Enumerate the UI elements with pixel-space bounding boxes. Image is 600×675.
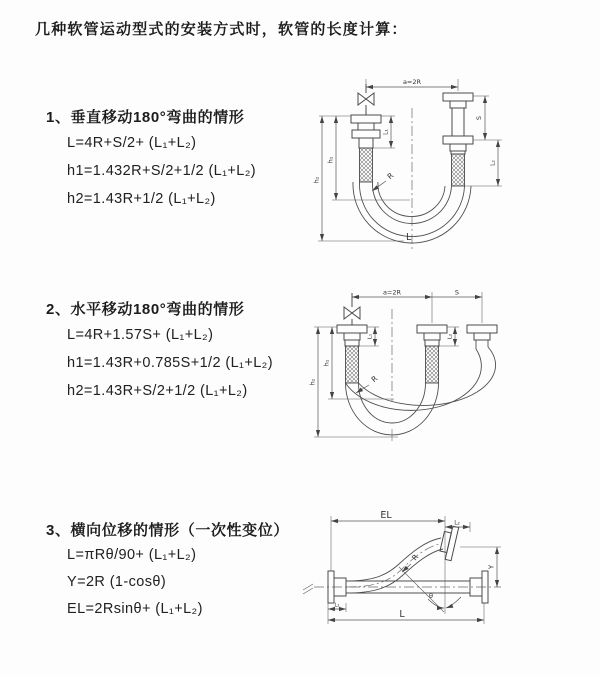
flange bbox=[443, 136, 473, 144]
left-pipe bbox=[351, 84, 381, 182]
dim-label-s: S bbox=[475, 115, 483, 121]
flange bbox=[352, 130, 380, 138]
flange bbox=[467, 325, 497, 333]
dimensions bbox=[328, 510, 501, 624]
dim-label-l1: L₁ bbox=[382, 129, 390, 135]
hose-bend bbox=[346, 347, 496, 441]
dim-label-y: Y bbox=[487, 564, 496, 570]
section-3-formula-el: EL=2Rsinθ+ (L₁+L₂) bbox=[67, 601, 203, 617]
hose-braid bbox=[426, 346, 439, 383]
dim-label-l1: L₁ bbox=[334, 602, 340, 609]
section-2-heading: 2、水平移动180°弯曲的情形 bbox=[46, 301, 245, 318]
radius-label: R bbox=[369, 373, 380, 385]
radius-label: R bbox=[409, 552, 421, 563]
flange bbox=[351, 115, 381, 123]
right-pipe bbox=[443, 93, 473, 186]
dimensions bbox=[313, 78, 503, 243]
dim-label-h1: h₁ bbox=[322, 359, 331, 367]
section-2-formula-h2: h2=1.43R+S/2+1/2 (L₁+L₂) bbox=[67, 383, 248, 399]
dim-label-h2: h₂ bbox=[312, 176, 321, 184]
middle-pipe bbox=[417, 325, 447, 383]
dim-label-el: EL bbox=[380, 510, 392, 521]
flange bbox=[445, 526, 458, 560]
left-pipe bbox=[337, 293, 367, 383]
dim-label-a2r: a=2R bbox=[402, 78, 422, 86]
section-3-formula-y: Y=2R (1-cosθ) bbox=[67, 574, 167, 590]
flange bbox=[443, 93, 473, 101]
radius-label: R bbox=[385, 170, 396, 182]
page-title: 几种软管运动型式的安装方式时，软管的长度计算： bbox=[35, 21, 408, 38]
dim-label-l: L bbox=[406, 232, 412, 243]
right-pipe-displaced bbox=[467, 325, 497, 349]
section-2-formula-l: L=4R+1.57S+ (L₁+L₂) bbox=[67, 327, 214, 343]
dim-label-l2: L₂ bbox=[489, 160, 497, 166]
hose-braid bbox=[452, 154, 465, 186]
valve-icon bbox=[358, 93, 374, 105]
dimensions bbox=[309, 289, 483, 438]
dim-label-l2: L₂ bbox=[447, 333, 454, 340]
centerline bbox=[303, 584, 501, 594]
section-3-formula-l: L=πRθ/90+ (L₁+L₂) bbox=[67, 547, 197, 563]
section-1-formula-l: L=4R+S/2+ (L₁+L₂) bbox=[67, 135, 197, 151]
section-2-formula-h1: h1=1.43R+0.785S+1/2 (L₁+L₂) bbox=[67, 355, 273, 371]
drawing-lateral-displacement bbox=[298, 502, 600, 660]
section-1-formula-h2: h2=1.43R+1/2 (L₁+L₂) bbox=[67, 191, 216, 207]
drawing-horizontal-180-bend bbox=[306, 283, 598, 465]
flange bbox=[337, 325, 367, 333]
dim-label-a2r: a=2R bbox=[382, 288, 402, 297]
section-1-formula-h1: h1=1.432R+S/2+1/2 (L₁+L₂) bbox=[67, 163, 257, 179]
dim-label-l: L bbox=[399, 609, 405, 620]
dim-label-l1: L₁ bbox=[367, 333, 374, 340]
pipe-break-icon bbox=[303, 584, 313, 594]
hose-braid bbox=[346, 346, 359, 383]
dim-label-s: S bbox=[454, 288, 460, 297]
hose-braid bbox=[360, 148, 373, 182]
flange bbox=[417, 325, 447, 333]
dim-label-h1: h₁ bbox=[326, 156, 335, 164]
drawing-vertical-180-bend bbox=[306, 70, 594, 256]
curved-hose-displaced bbox=[346, 525, 459, 593]
dim-label-h2: h₂ bbox=[308, 378, 317, 386]
valve-icon bbox=[344, 307, 360, 319]
angle-label-theta: θ bbox=[429, 592, 433, 600]
tilted-flange bbox=[438, 525, 458, 561]
section-3-heading: 3、横向位移的情形（一次性变位） bbox=[46, 522, 289, 539]
dim-label-l2: L₂ bbox=[454, 520, 460, 527]
section-1-heading: 1、垂直移动180°弯曲的情形 bbox=[46, 109, 245, 126]
